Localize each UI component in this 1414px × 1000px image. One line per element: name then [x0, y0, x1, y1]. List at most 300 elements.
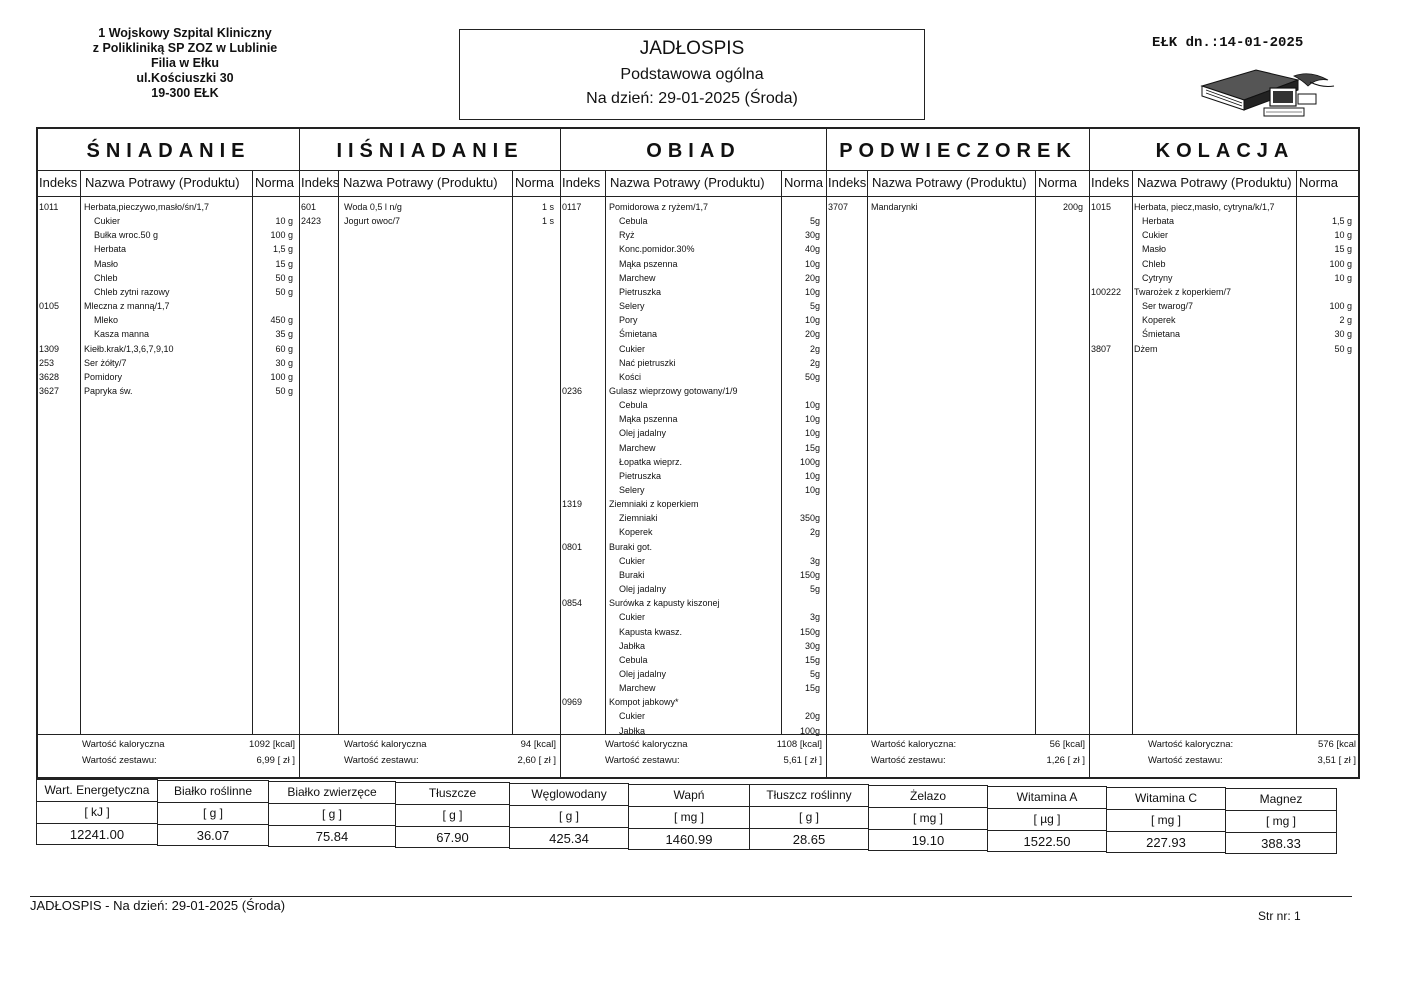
row-index: 0117 — [562, 202, 582, 212]
row-norm: 200g — [1062, 202, 1083, 212]
menu-row — [38, 257, 299, 271]
menu-row — [561, 441, 826, 455]
menu-row — [561, 540, 826, 554]
nutrition-label: Witamina C — [1107, 788, 1225, 810]
menu-row — [561, 285, 826, 299]
column-headers — [300, 171, 560, 197]
nutrition-column — [1106, 787, 1226, 853]
menu-row — [38, 285, 299, 299]
row-norm: 10g — [804, 428, 820, 439]
row-norm: 2g — [809, 357, 820, 368]
row-name: Masło — [94, 258, 119, 269]
row-name: Ziemniaki — [619, 513, 658, 524]
row-norm: 5g — [809, 216, 820, 227]
menu-date: Na dzień: 29-01-2025 (Środa) — [586, 90, 798, 107]
menu-row — [561, 313, 826, 327]
row-name: Twarożek z koperkiem/7 — [1134, 286, 1232, 297]
nutrition-column — [509, 783, 629, 849]
kcal-label: Wartość kaloryczna: — [871, 739, 957, 750]
row-norm: 5g — [809, 301, 820, 312]
row-norm: 10g — [804, 485, 820, 495]
menu-row — [561, 625, 826, 639]
menu-row — [38, 370, 299, 384]
row-name: Selery — [619, 301, 645, 312]
row-name: Nać pietruszki — [619, 357, 676, 368]
row-norm: 20g — [804, 329, 820, 340]
nutrition-unit: [ g ] — [510, 806, 628, 828]
row-name: Herbata,pieczywo,masło/śn/1,7 — [84, 202, 210, 212]
row-name: Kompot jabkowy* — [609, 697, 679, 708]
row-norm: 2g — [809, 343, 820, 354]
meal-title: IIŚNIADANIE — [300, 129, 560, 171]
footer-divider — [30, 896, 1352, 897]
menu-row — [38, 327, 299, 341]
row-name: Cytryny — [1142, 272, 1173, 283]
row-norm: 3g — [809, 612, 820, 623]
row-name: Ser twarog/7 — [1142, 301, 1194, 312]
column-header-index: Indeks — [1091, 175, 1130, 190]
nutrition-column — [987, 786, 1107, 852]
row-name: Chleb — [1142, 258, 1166, 269]
row-name: Dżem — [1134, 343, 1158, 354]
row-name: Cebula — [619, 400, 648, 411]
row-norm: 10g — [804, 258, 820, 269]
row-norm: 60 g — [275, 343, 293, 354]
kcal-label: Wartość kaloryczna — [82, 739, 165, 750]
nutrition-label: Tłuszcze — [396, 783, 509, 805]
book-computer-icon — [1198, 66, 1338, 124]
nutrition-column — [1225, 788, 1337, 854]
row-norm: 1,5 g — [1331, 216, 1352, 227]
row-name: Herbata — [94, 244, 127, 255]
row-name: Mleko — [94, 315, 119, 326]
kcal-label: Wartość kaloryczna: — [1148, 739, 1234, 750]
footer-text: JADŁOSPIS - Na dzień: 29-01-2025 (Środa) — [30, 898, 286, 913]
meal-title: PODWIECZOREK — [827, 129, 1089, 171]
row-name: Cebula — [619, 216, 648, 227]
print-date: EŁK dn.:14-01-2025 — [1152, 35, 1304, 51]
column-headers — [1090, 171, 1360, 197]
row-index: 253 — [39, 357, 55, 368]
menu-row — [561, 667, 826, 681]
row-name: Kasza manna — [94, 329, 150, 340]
row-norm: 15g — [804, 683, 820, 694]
row-norm: 100 g — [1329, 258, 1352, 269]
nutrition-unit: [ g ] — [269, 804, 395, 826]
menu-row — [561, 257, 826, 271]
menu-row — [561, 327, 826, 341]
row-norm: 10 g — [1334, 230, 1352, 241]
cost-label: Wartość zestawu: — [344, 755, 419, 766]
menu-row — [561, 568, 826, 582]
kcal-value: 94 [kcal] — [520, 739, 556, 750]
row-name: Śmietana — [1142, 329, 1181, 340]
column-header-name: Nazwa Potrawy (Produktu) — [610, 175, 765, 190]
menu-row — [561, 681, 826, 695]
row-norm: 50 g — [275, 272, 293, 283]
menu-row — [561, 200, 826, 214]
menu-row — [561, 342, 826, 356]
row-norm: 10g — [804, 414, 820, 425]
nutrition-label: Wart. Energetyczna — [37, 780, 157, 802]
meal-title: ŚNIADANIE — [38, 129, 299, 171]
nutrition-value: 1522.50 — [1023, 834, 1071, 849]
column-header-name: Nazwa Potrawy (Produktu) — [85, 175, 240, 190]
row-norm: 10 g — [275, 216, 293, 227]
kcal-value: 576 [kcal — [1317, 739, 1356, 750]
menu-row — [1090, 200, 1360, 214]
nutrition-label: Witamina A — [988, 787, 1106, 809]
menu-row — [38, 299, 299, 313]
row-norm: 150g — [799, 626, 820, 637]
row-norm: 100 g — [1329, 301, 1352, 312]
row-name: Mleczna z manną/1,7 — [84, 301, 170, 312]
row-name: Ryż — [619, 230, 635, 241]
nutrition-value: 425.34 — [549, 831, 589, 846]
row-name: Koperek — [1142, 315, 1176, 326]
row-norm: 20g — [804, 711, 820, 722]
meal-4 — [827, 129, 1090, 777]
row-norm: 1 s — [541, 216, 554, 227]
page-number: Str nr: 1 — [1258, 909, 1301, 923]
nutrition-value: 1460.99 — [665, 832, 713, 847]
row-index: 601 — [301, 202, 317, 212]
menu-row — [300, 200, 560, 214]
row-norm: 1 s — [541, 202, 554, 212]
kcal-label: Wartość kaloryczna — [344, 739, 427, 750]
meal-rows — [561, 197, 826, 734]
row-index: 1015 — [1091, 202, 1112, 212]
nutrition-unit: [ g ] — [158, 803, 268, 825]
row-name: Buraki got. — [609, 541, 653, 552]
nutrition-unit: [ kJ ] — [37, 802, 157, 824]
row-name: Gulasz wieprzowy gotowany/1/9 — [609, 385, 738, 396]
row-name: Mandarynki — [871, 202, 918, 212]
row-name: Pomidory — [84, 371, 123, 382]
nutrition-unit: [ g ] — [750, 807, 868, 829]
row-norm: 3g — [809, 555, 820, 566]
row-name: Buraki — [619, 569, 645, 580]
menu-row — [1090, 271, 1360, 285]
row-name: Śmietana — [619, 329, 658, 340]
nutrition-label: Białko roślinne — [158, 781, 268, 803]
row-norm: 5g — [809, 584, 820, 595]
row-name: Pietruszka — [619, 286, 662, 297]
row-name: Ser żółty/7 — [84, 357, 127, 368]
menu-row — [561, 271, 826, 285]
nutrition-label: Wapń — [629, 785, 749, 807]
menu-row — [827, 200, 1089, 214]
row-name: Cukier — [619, 343, 646, 354]
menu-row — [1090, 214, 1360, 228]
row-name: Marchew — [619, 442, 656, 453]
column-header-norm: Norma — [1038, 175, 1078, 190]
title-box — [459, 29, 925, 120]
meal-summary — [1090, 734, 1360, 777]
row-index: 3807 — [1091, 343, 1112, 354]
nutrition-value: 388.33 — [1261, 836, 1301, 851]
meal-rows — [300, 197, 560, 734]
menu-row — [561, 356, 826, 370]
row-norm: 10g — [804, 286, 820, 297]
row-name: Marchew — [619, 272, 656, 283]
row-name: Kapusta kwasz. — [619, 626, 683, 637]
menu-row — [38, 313, 299, 327]
kcal-value: 1092 [kcal] — [249, 739, 295, 750]
nutrition-value: 67.90 — [436, 830, 469, 845]
row-name: Jabłka — [619, 640, 646, 651]
kcal-label: Wartość kaloryczna — [605, 739, 688, 750]
row-name: Bułka wroc.50 g — [94, 230, 159, 241]
row-norm: 20g — [804, 272, 820, 283]
row-name: Olej jadalny — [619, 584, 667, 595]
menu-row — [38, 214, 299, 228]
nutrition-unit: [ mg ] — [1107, 810, 1225, 832]
menu-row — [561, 228, 826, 242]
row-norm: 5g — [809, 668, 820, 679]
column-header-norm: Norma — [1299, 175, 1339, 190]
menu-row — [38, 356, 299, 370]
row-index: 3628 — [39, 371, 60, 382]
row-name: Ziemniaki z koperkiem — [609, 499, 699, 510]
meal-title: OBIAD — [561, 129, 826, 171]
column-header-index: Indeks — [301, 175, 340, 190]
menu-row — [1090, 228, 1360, 242]
nutrition-unit: [ mg ] — [629, 807, 749, 829]
menu-row — [561, 483, 826, 497]
row-index: 0854 — [562, 598, 583, 609]
menu-row — [38, 342, 299, 356]
row-index: 3627 — [39, 385, 60, 396]
row-name: Cukier — [619, 555, 646, 566]
meal-2 — [300, 129, 561, 777]
meal-3 — [561, 129, 827, 777]
row-norm: 30g — [804, 640, 820, 651]
meal-summary — [38, 734, 299, 777]
row-name: Cebula — [619, 654, 648, 665]
row-name: Selery — [619, 485, 645, 495]
row-norm: 30 g — [275, 357, 293, 368]
row-name: Kości — [619, 371, 642, 382]
menu-row — [561, 582, 826, 596]
row-norm: 10g — [804, 470, 820, 481]
row-name: Chleb zytni razowy — [94, 286, 170, 297]
menu-row — [1090, 342, 1360, 356]
cost-label: Wartość zestawu: — [82, 755, 157, 766]
column-header-norm: Norma — [515, 175, 555, 190]
row-name: Herbata — [1142, 216, 1175, 227]
meal-rows — [1090, 197, 1360, 734]
row-name: Cukier — [1142, 230, 1169, 241]
menu-row — [1090, 327, 1360, 341]
row-name: Olej jadalny — [619, 668, 667, 679]
nutrition-column — [868, 785, 988, 851]
row-name: Marchew — [619, 683, 656, 694]
hospital-line: ul.Kościuszki 30 — [136, 71, 234, 85]
row-index: 0236 — [562, 385, 583, 396]
nutrition-column — [157, 780, 269, 846]
row-name: Pory — [619, 315, 638, 326]
meal-rows — [827, 197, 1089, 734]
hospital-line: 1 Wojskowy Szpital Kliniczny — [98, 26, 272, 40]
row-norm: 50 g — [275, 286, 293, 297]
menu-row — [561, 596, 826, 610]
hospital-line: 19-300 EŁK — [151, 86, 219, 100]
row-norm: 100g — [799, 725, 820, 736]
column-headers — [38, 171, 299, 197]
menu-row — [38, 242, 299, 256]
menu-row — [38, 271, 299, 285]
meal-1 — [38, 129, 300, 777]
row-name: Masło — [1142, 244, 1167, 255]
hospital-line: Filia w Ełku — [150, 56, 220, 70]
column-headers — [561, 171, 826, 197]
menu-row — [561, 525, 826, 539]
row-norm: 2 g — [1339, 315, 1352, 326]
menu-row — [561, 469, 826, 483]
column-header-index: Indeks — [39, 175, 78, 190]
menu-row — [561, 412, 826, 426]
menu-row — [561, 370, 826, 384]
row-index: 1319 — [562, 499, 583, 510]
nutrition-label: Węglowodany — [510, 784, 628, 806]
column-header-name: Nazwa Potrawy (Produktu) — [872, 175, 1027, 190]
hospital-line: z Polikliniką SP ZOZ w Lublinie — [92, 41, 278, 55]
row-name: Mąka pszenna — [619, 258, 678, 269]
meal-summary — [300, 734, 560, 777]
cost-label: Wartość zestawu: — [1148, 755, 1223, 766]
menu-row — [38, 228, 299, 242]
menu-row — [561, 554, 826, 568]
row-name: Pietruszka — [619, 470, 662, 481]
nutrition-label: Tłuszcz roślinny — [750, 785, 868, 807]
row-norm: 15 g — [275, 258, 293, 269]
cost-value: 1,26 [ zł ] — [1046, 755, 1085, 766]
row-norm: 40g — [804, 244, 820, 255]
row-index: 0105 — [39, 301, 60, 312]
row-norm: 30 g — [1334, 329, 1352, 340]
menu-row — [561, 214, 826, 228]
row-norm: 35 g — [275, 329, 293, 340]
row-name: Jogurt owoc/7 — [344, 216, 401, 227]
nutrition-column — [268, 781, 396, 847]
row-norm: 10g — [804, 315, 820, 326]
row-name: Woda 0,5 l n/g — [344, 202, 402, 212]
row-norm: 450 g — [270, 315, 293, 326]
row-norm: 50 g — [275, 385, 293, 396]
meal-summary — [827, 734, 1089, 777]
column-header-norm: Norma — [255, 175, 295, 190]
hospital-address — [70, 26, 300, 101]
row-norm: 2g — [809, 527, 820, 538]
row-name: Chleb — [94, 272, 118, 283]
cost-value: 6,99 [ zł ] — [256, 755, 295, 766]
menu-row — [1090, 242, 1360, 256]
nutrition-label: Białko zwierzęce — [269, 782, 395, 804]
row-name: Surówka z kapusty kiszonej — [609, 598, 720, 609]
nutrition-unit: [ mg ] — [1226, 811, 1336, 833]
nutrition-value: 19.10 — [911, 833, 945, 848]
column-header-name: Nazwa Potrawy (Produktu) — [343, 175, 498, 190]
row-norm: 30g — [804, 230, 820, 241]
cost-label: Wartość zestawu: — [605, 755, 680, 766]
nutrition-label: Magnez — [1226, 789, 1336, 811]
menu-row — [561, 398, 826, 412]
row-index: 100222 — [1091, 286, 1122, 297]
meal-5 — [1090, 129, 1360, 777]
row-index: 1011 — [39, 202, 59, 212]
row-norm: 350g — [799, 513, 820, 524]
meal-title: KOLACJA — [1090, 129, 1360, 171]
diet-name: Podstawowa ogólna — [620, 66, 764, 83]
row-norm: 15 g — [1334, 244, 1352, 255]
cost-value: 3,51 [ zł ] — [1317, 755, 1356, 766]
nutrition-unit: [ µg ] — [988, 809, 1106, 831]
meal-summary — [561, 734, 826, 777]
row-index: 0969 — [562, 697, 583, 708]
column-header-norm: Norma — [784, 175, 824, 190]
menu-row — [38, 200, 299, 214]
menu-row — [561, 653, 826, 667]
row-norm: 50g — [804, 371, 820, 382]
cost-value: 2,60 [ zł ] — [517, 755, 556, 766]
meal-rows — [38, 197, 299, 734]
row-index: 1309 — [39, 343, 60, 354]
cost-label: Wartość zestawu: — [871, 755, 946, 766]
menu-row — [561, 242, 826, 256]
row-norm: 15g — [804, 654, 820, 665]
menu-row — [38, 384, 299, 398]
menu-row — [1090, 285, 1360, 299]
row-index: 0801 — [562, 541, 583, 552]
nutrition-value: 36.07 — [196, 828, 230, 843]
cost-value: 5,61 [ zł ] — [783, 755, 822, 766]
row-norm: 100 g — [270, 371, 293, 382]
row-norm: 50 g — [1334, 343, 1352, 354]
nutrition-value: 12241.00 — [69, 827, 125, 842]
nutrition-column — [395, 782, 510, 848]
menu-row — [561, 709, 826, 723]
kcal-value: 1108 [kcal] — [776, 739, 822, 750]
menu-row — [561, 639, 826, 653]
row-norm: 100g — [799, 456, 820, 467]
nutrition-unit: [ g ] — [396, 805, 509, 827]
row-name: Pomidorowa z ryżem/1,7 — [609, 202, 709, 212]
row-name: Olej jadalny — [619, 428, 667, 439]
nutrition-column — [36, 779, 158, 845]
row-index: 3707 — [828, 202, 849, 212]
row-norm: 10g — [804, 400, 820, 411]
row-norm: 10 g — [1334, 272, 1352, 283]
column-header-index: Indeks — [562, 175, 601, 190]
row-norm: 100 g — [270, 230, 293, 241]
row-name: Łopatka wieprz. — [619, 456, 683, 467]
row-name: Konc.pomidor.30% — [619, 244, 695, 255]
menu-row — [561, 497, 826, 511]
menu-row — [1090, 299, 1360, 313]
row-name: Herbata, piecz,masło, cytryna/k/1,7 — [1134, 202, 1275, 212]
menu-row — [561, 610, 826, 624]
menu-row — [1090, 257, 1360, 271]
nutrition-value: 227.93 — [1146, 835, 1186, 850]
row-name: Cukier — [619, 711, 646, 722]
column-header-index: Indeks — [828, 175, 867, 190]
menu-table — [36, 127, 1360, 779]
nutrition-value: 28.65 — [792, 832, 826, 847]
kcal-value: 56 [kcal] — [1049, 739, 1085, 750]
nutrition-column — [749, 784, 869, 850]
row-name: Kiełb.krak/1,3,6,7,9,10 — [84, 343, 174, 354]
